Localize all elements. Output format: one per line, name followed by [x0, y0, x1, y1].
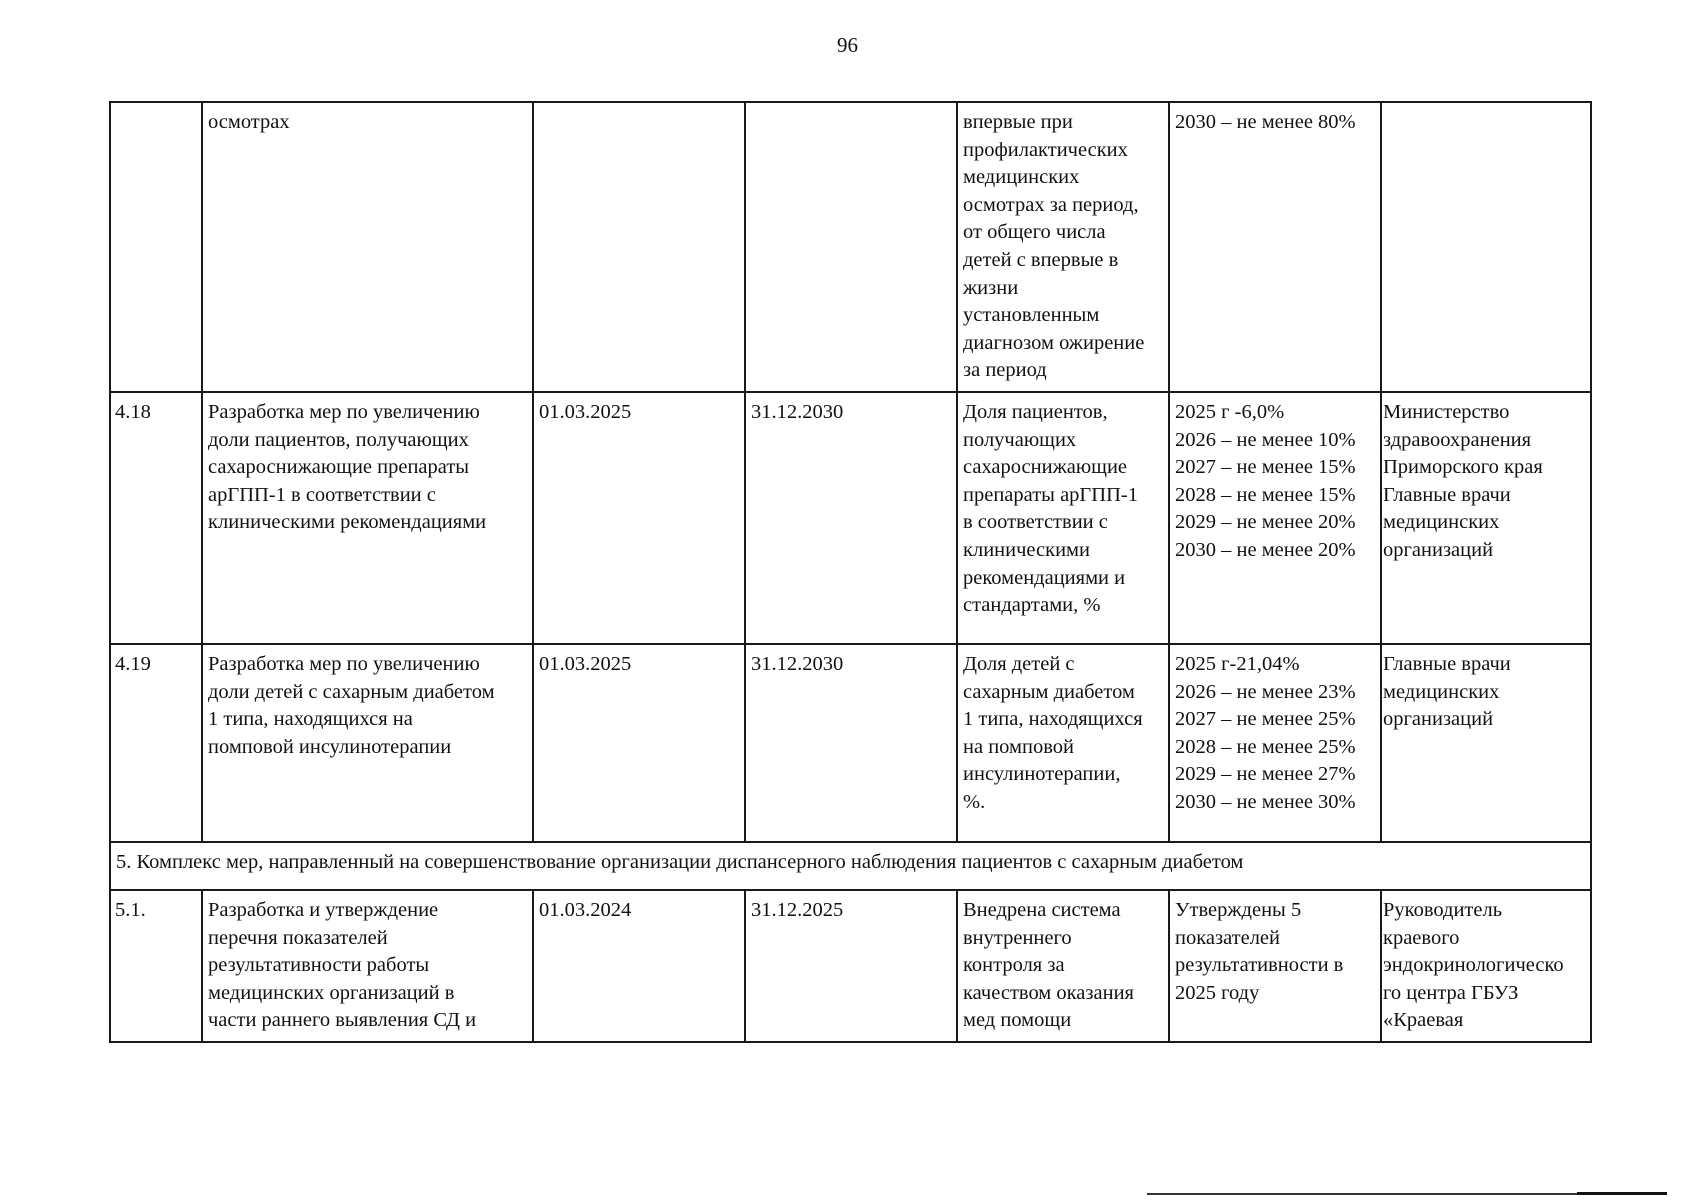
target-value-line: 2029 – не менее 27%: [1175, 763, 1356, 786]
cell-end-date: 31.12.2030: [745, 392, 957, 644]
indicator-text-line: клиническими: [963, 538, 1090, 561]
cell-responsible: [1381, 644, 1591, 842]
cell-end-date: 31.12.2025: [745, 890, 957, 1042]
cell-end-date: [745, 102, 957, 392]
indicator-text-line: от общего числа: [963, 221, 1106, 244]
activity-text-line: Разработка и утверждение: [208, 899, 439, 921]
activity-text-line: сахароснижающие препараты: [208, 456, 470, 479]
cell-number: 4.18: [110, 392, 202, 644]
responsible-text-line: Главные врачи: [1383, 483, 1511, 506]
cell-end-date: 31.12.2030: [745, 644, 957, 842]
activity-text-line: арГПП-1 в соответствии с: [208, 483, 436, 506]
target-value-line: 2027 – не менее 25%: [1175, 708, 1356, 731]
cell-target-values: [1169, 102, 1381, 392]
target-value-line: 2028 – не менее 25%: [1175, 735, 1356, 758]
activity-plan-table: [109, 101, 1592, 1043]
cell-indicator: [957, 392, 1169, 644]
indicator-text-line: сахароснижающие: [963, 456, 1128, 479]
activity-text-line: Разработка мер по увеличению: [208, 653, 480, 675]
indicator-text-line: впервые при: [963, 111, 1073, 133]
cell-target-values: [1169, 392, 1381, 644]
target-value-line: 2030 – не менее 80%: [1175, 111, 1356, 133]
cell-start-date: 01.03.2025: [533, 392, 745, 644]
indicator-text-line: 1 типа, находящихся: [963, 708, 1143, 731]
table-row: [110, 890, 1591, 1042]
indicator-text-line: Доля детей с: [963, 653, 1075, 675]
activity-text-line: осмотрах: [208, 111, 290, 133]
indicator-text-line: Доля пациентов,: [963, 401, 1108, 423]
activity-text-line: клиническими рекомендациями: [208, 511, 487, 534]
responsible-text-line: медицинских: [1383, 680, 1500, 703]
footer-divider: [1147, 1193, 1667, 1195]
cell-indicator: [957, 644, 1169, 842]
responsible-text-line: медицинских: [1383, 511, 1500, 534]
table-row: [110, 392, 1591, 644]
cell-activity: [202, 102, 533, 392]
indicator-text-line: препараты арГПП-1: [963, 483, 1138, 506]
responsible-text-line: краевого: [1383, 926, 1460, 949]
indicator-text-line: установленным: [963, 304, 1100, 327]
cell-activity: [202, 890, 533, 1042]
indicator-text-line: контроля за: [963, 954, 1065, 977]
target-value-line: 2026 – не менее 10%: [1175, 428, 1356, 451]
indicator-text-line: внутреннего: [963, 926, 1072, 949]
footer-divider-accent: [1577, 1192, 1667, 1195]
responsible-text-line: го центра ГБУЗ: [1383, 981, 1519, 1004]
indicator-text-line: инсулинотерапии,: [963, 763, 1121, 786]
target-value-line: результативности в: [1175, 954, 1344, 977]
responsible-text-line: «Краевая: [1383, 1009, 1464, 1032]
indicator-text-line: стандартами, %: [963, 594, 1101, 617]
indicator-text-line: Внедрена система: [963, 899, 1121, 921]
cell-indicator: [957, 890, 1169, 1042]
indicator-text-line: в соответствии с: [963, 511, 1108, 534]
cell-number: 5.1.: [110, 890, 202, 1042]
target-value-line: 2030 – не менее 30%: [1175, 790, 1356, 813]
cell-responsible: [1381, 392, 1591, 644]
indicator-text-line: %.: [963, 790, 986, 813]
activity-text-line: перечня показателей: [208, 926, 388, 949]
indicator-text-line: на помповой: [963, 735, 1074, 758]
target-value-line: 2030 – не менее 20%: [1175, 538, 1356, 561]
responsible-text-line: здравоохранения: [1383, 428, 1532, 451]
section-heading: 5. Комплекс мер, направленный на совершенствование организации диспансерного наблюдения пациентов с сахарным диабетом: [110, 842, 1591, 890]
activity-text-line: медицинских организаций в: [208, 981, 455, 1004]
page-number: 96: [837, 33, 858, 57]
responsible-text-line: Приморского края: [1383, 456, 1543, 479]
cell-start-date: 01.03.2024: [533, 890, 745, 1042]
indicator-text-line: диагнозом ожирение: [963, 331, 1145, 354]
cell-activity: [202, 644, 533, 842]
target-value-line: показателей: [1175, 926, 1280, 949]
indicator-text-line: профилактических: [963, 138, 1128, 161]
target-value-line: 2025 г -6,0%: [1175, 401, 1285, 423]
target-value-line: 2026 – не менее 23%: [1175, 680, 1356, 703]
activity-text-line: доли детей с сахарным диабетом: [208, 680, 495, 703]
responsible-text-line: организаций: [1383, 538, 1494, 561]
indicator-text-line: за период: [963, 359, 1047, 382]
target-value-line: 2028 – не менее 15%: [1175, 483, 1356, 506]
cell-activity: [202, 392, 533, 644]
indicator-text-line: качеством оказания: [963, 981, 1134, 1004]
cell-responsible: [1381, 102, 1591, 392]
cell-start-date: 01.03.2025: [533, 644, 745, 842]
cell-number: [110, 102, 202, 392]
activity-text-line: результативности работы: [208, 954, 430, 977]
indicator-text-line: осмотрах за период,: [963, 193, 1139, 216]
target-value-line: 2029 – не менее 20%: [1175, 511, 1356, 534]
responsible-text-line: Главные врачи: [1383, 653, 1511, 675]
table-row: [110, 102, 1591, 392]
cell-start-date: [533, 102, 745, 392]
cell-number: 4.19: [110, 644, 202, 842]
responsible-text-line: Министерство: [1383, 401, 1510, 423]
cell-indicator: [957, 102, 1169, 392]
target-value-line: 2025 г-21,04%: [1175, 653, 1300, 675]
indicator-text-line: получающих: [963, 428, 1077, 451]
indicator-text-line: жизни: [963, 276, 1019, 299]
target-value-line: 2027 – не менее 15%: [1175, 456, 1356, 479]
activity-text-line: 1 типа, находящихся на: [208, 708, 413, 731]
cell-target-values: [1169, 644, 1381, 842]
target-value-line: Утверждены 5: [1175, 899, 1302, 921]
responsible-text-line: Руководитель: [1383, 899, 1503, 921]
indicator-text-line: детей с впервые в: [963, 248, 1119, 271]
indicator-text-line: рекомендациями и: [963, 566, 1126, 589]
cell-target-values: [1169, 890, 1381, 1042]
responsible-text-line: организаций: [1383, 708, 1494, 731]
target-value-line: 2025 году: [1175, 981, 1260, 1004]
activity-text-line: помповой инсулинотерапии: [208, 735, 452, 758]
indicator-text-line: медицинских: [963, 166, 1080, 189]
cell-responsible: [1381, 890, 1591, 1042]
activity-text-line: Разработка мер по увеличению: [208, 401, 480, 423]
table-row: [110, 644, 1591, 842]
indicator-text-line: сахарным диабетом: [963, 680, 1135, 703]
responsible-text-line: эндокринологическо: [1383, 954, 1564, 977]
indicator-text-line: мед помощи: [963, 1009, 1072, 1032]
section-row: [110, 842, 1591, 890]
activity-text-line: доли пациентов, получающих: [208, 428, 469, 451]
activity-text-line: части раннего выявления СД и: [208, 1009, 477, 1032]
